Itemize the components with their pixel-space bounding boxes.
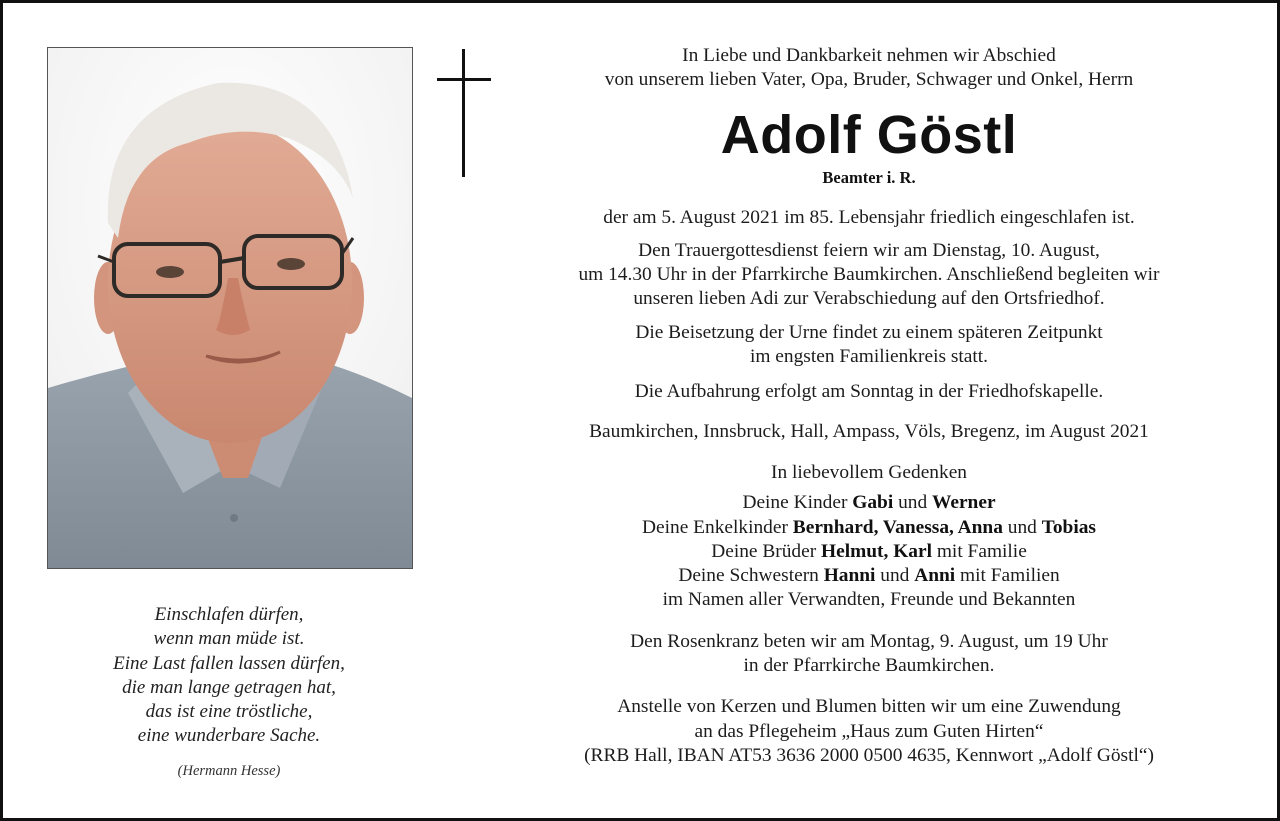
donation-info — [503, 695, 1235, 768]
urn-line: im engsten Familienkreis statt. — [749, 346, 989, 368]
death-notice: der am 5. August 2021 im 85. Lebensjahr friedlich eingeschlafen ist. — [603, 206, 1135, 228]
poem-line: eine wunderbare Sache. — [137, 725, 321, 747]
donation-line: Anstelle von Kerzen und Blumen bitten wir um eine Zuwendung — [617, 696, 1121, 718]
rosary-line: in der Pfarrkirche Baumkirchen. — [743, 655, 995, 677]
intro-line: In Liebe und Dankbarkeit nehmen wir Abschied — [682, 45, 1056, 66]
service-line: Den Trauergottesdienst feiern wir am Dienstag, 10. August, — [638, 239, 1100, 261]
poem-line: Eine Last fallen lassen dürfen, — [113, 652, 345, 674]
viewing-info: Die Aufbahrung erfolgt am Sonntag in der Friedhofskapelle. — [634, 381, 1104, 403]
poem-line: wenn man müde ist. — [153, 628, 305, 650]
service-line: unseren lieben Adi zur Verabschiedung auf den Ortsfriedhof. — [633, 288, 1105, 310]
service-info — [503, 239, 1235, 312]
mourners-grandchildren: Deine Enkelkinder Bernhard, Vanessa, Anna und Tobias — [642, 516, 1096, 538]
cross-icon — [437, 49, 491, 177]
obituary-text — [503, 44, 1235, 768]
intro-line: von unserem lieben Vater, Opa, Bruder, Schwager und Onkel, Herrn — [604, 69, 1134, 91]
mourners-children: Deine Kinder Gabi und Werner — [742, 492, 996, 514]
urn-info — [503, 321, 1235, 370]
mourners-sisters: Deine Schwestern Hanni und Anni mit Familien — [678, 565, 1060, 587]
mourners-heading: In liebevollem Gedenken — [771, 461, 967, 483]
poem-line: das ist eine tröstliche, — [145, 701, 313, 723]
rosary-line: Den Rosenkranz beten wir am Montag, 9. August, um 19 Uhr — [630, 630, 1108, 652]
poem-author: (Hermann Hesse) — [177, 763, 281, 779]
rosary-info — [503, 630, 1235, 679]
places-date: Baumkirchen, Innsbruck, Hall, Ampass, Völs, Bregenz, im August 2021 — [589, 420, 1149, 442]
deceased-name: Adolf Göstl — [720, 104, 1018, 165]
mourners-others: im Namen aller Verwandten, Freunde und Bekannten — [662, 589, 1076, 611]
mourners-block — [503, 461, 1235, 613]
deceased-title: Beamter i. R. — [822, 167, 916, 187]
mourners-brothers: Deine Brüder Helmut, Karl mit Familie — [711, 540, 1027, 562]
poem-line: Einschlafen dürfen, — [154, 604, 304, 625]
memorial-poem — [47, 603, 411, 749]
portrait-photo — [47, 47, 413, 569]
service-line: um 14.30 Uhr in der Pfarrkirche Baumkirchen. Anschließend begleiten wir — [578, 264, 1160, 286]
urn-line: Die Beisetzung der Urne findet zu einem späteren Zeitpunkt — [635, 321, 1103, 343]
donation-line: an das Pflegeheim „Haus zum Guten Hirten“ — [694, 720, 1044, 742]
donation-line: (RRB Hall, IBAN AT53 3636 2000 0500 4635, Kennwort „Adolf Göstl“) — [584, 744, 1154, 766]
poem-line: die man lange getragen hat, — [122, 676, 336, 698]
